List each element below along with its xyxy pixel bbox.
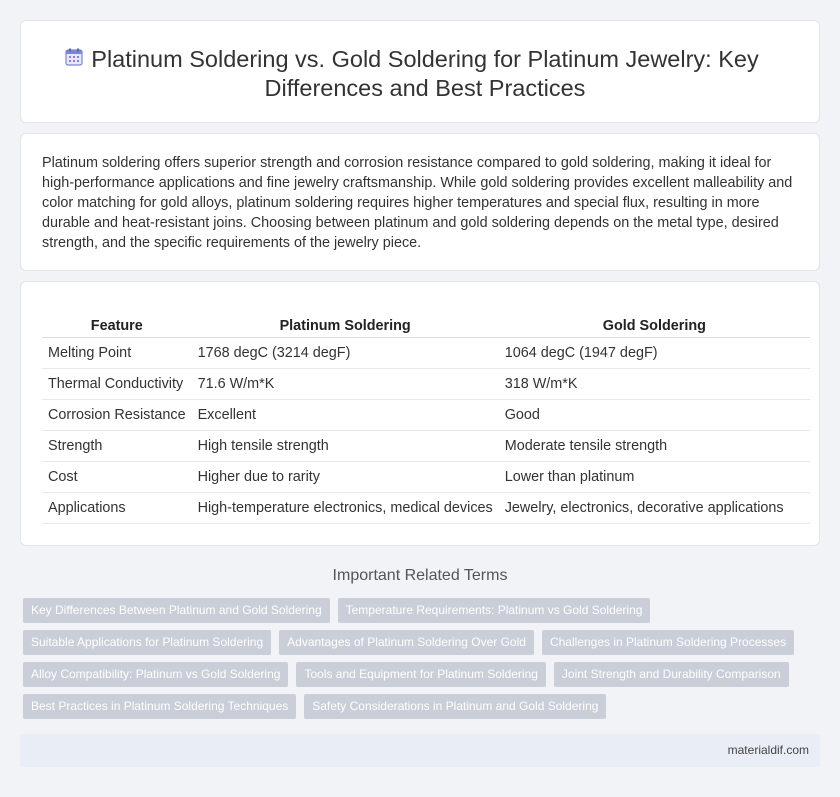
table-cell: High tensile strength (192, 430, 499, 461)
table-cell: High-temperature electronics, medical devices (192, 492, 499, 523)
related-term-tag[interactable]: Advantages of Platinum Soldering Over Gold (279, 630, 534, 655)
table-cell: Strength (42, 430, 192, 461)
table-cell: 318 W/m*K (499, 368, 810, 399)
related-term-tag[interactable]: Challenges in Platinum Soldering Processes (542, 630, 794, 655)
footer (20, 734, 820, 767)
header-platinum: Platinum Soldering (192, 315, 499, 337)
table-cell: Cost (42, 461, 192, 492)
table-cell: Jewelry, electronics, decorative applications (499, 492, 810, 523)
header-card (20, 20, 820, 123)
related-terms-list (23, 598, 823, 726)
table-row (42, 492, 810, 523)
related-term-tag[interactable]: Best Practices in Platinum Soldering Techniques (23, 694, 296, 719)
table-cell: Moderate tensile strength (499, 430, 810, 461)
intro-text: Platinum soldering offers superior strength and corrosion resistance compared to gold soldering, making it ideal for high-performance applications and fine jewelry craftsmanship. While gold soldering provides excellent malleability and color matching for gold alloys, platinum soldering requires higher temperatures and special flux, resulting in more durable and heat-resistant joins. Choosing between platinum and gold soldering depends on the metal type, desired strength, and the specific requirements of the jewelry piece. (42, 155, 793, 251)
table-cell: Higher due to rarity (192, 461, 499, 492)
table-cell: 71.6 W/m*K (192, 368, 499, 399)
table-cell: Lower than platinum (499, 461, 810, 492)
table-row (42, 337, 810, 368)
table-row (42, 368, 810, 399)
page-title: Platinum Soldering vs. Gold Soldering for Platinum Jewelry: Key Differences and Best Practices (91, 46, 759, 101)
tag-row (23, 694, 823, 719)
table-cell: Excellent (192, 399, 499, 430)
comparison-table (42, 315, 810, 524)
table-cell: Good (499, 399, 810, 430)
table-header-row (42, 315, 810, 337)
tag-row (23, 598, 823, 623)
table-row (42, 399, 810, 430)
related-terms-title: Important Related Terms (332, 567, 508, 584)
tag-row (23, 630, 823, 655)
related-term-tag[interactable]: Alloy Compatibility: Platinum vs Gold Soldering (23, 662, 288, 687)
table-cell: Applications (42, 492, 192, 523)
table-cell: 1768 degC (3214 degF) (192, 337, 499, 368)
related-term-tag[interactable]: Safety Considerations in Platinum and Gold Soldering (304, 694, 606, 719)
related-term-tag[interactable]: Joint Strength and Durability Comparison (554, 662, 789, 687)
table-row (42, 430, 810, 461)
related-term-tag[interactable]: Suitable Applications for Platinum Soldering (23, 630, 271, 655)
header-feature: Feature (42, 315, 192, 337)
table-cell: Melting Point (42, 337, 192, 368)
related-term-tag[interactable]: Key Differences Between Platinum and Gold Soldering (23, 598, 330, 623)
intro-card (20, 133, 820, 271)
comparison-card (20, 281, 820, 546)
table-row (42, 461, 810, 492)
table-cell: 1064 degC (1947 degF) (499, 337, 810, 368)
table-cell: Corrosion Resistance (42, 399, 192, 430)
header-gold: Gold Soldering (499, 315, 810, 337)
related-term-tag[interactable]: Tools and Equipment for Platinum Soldering (296, 662, 545, 687)
table-cell: Thermal Conductivity (42, 368, 192, 399)
tag-row (23, 662, 823, 687)
footer-site-link[interactable]: materialdif.com (727, 743, 809, 757)
related-term-tag[interactable]: Temperature Requirements: Platinum vs Gold Soldering (338, 598, 651, 623)
